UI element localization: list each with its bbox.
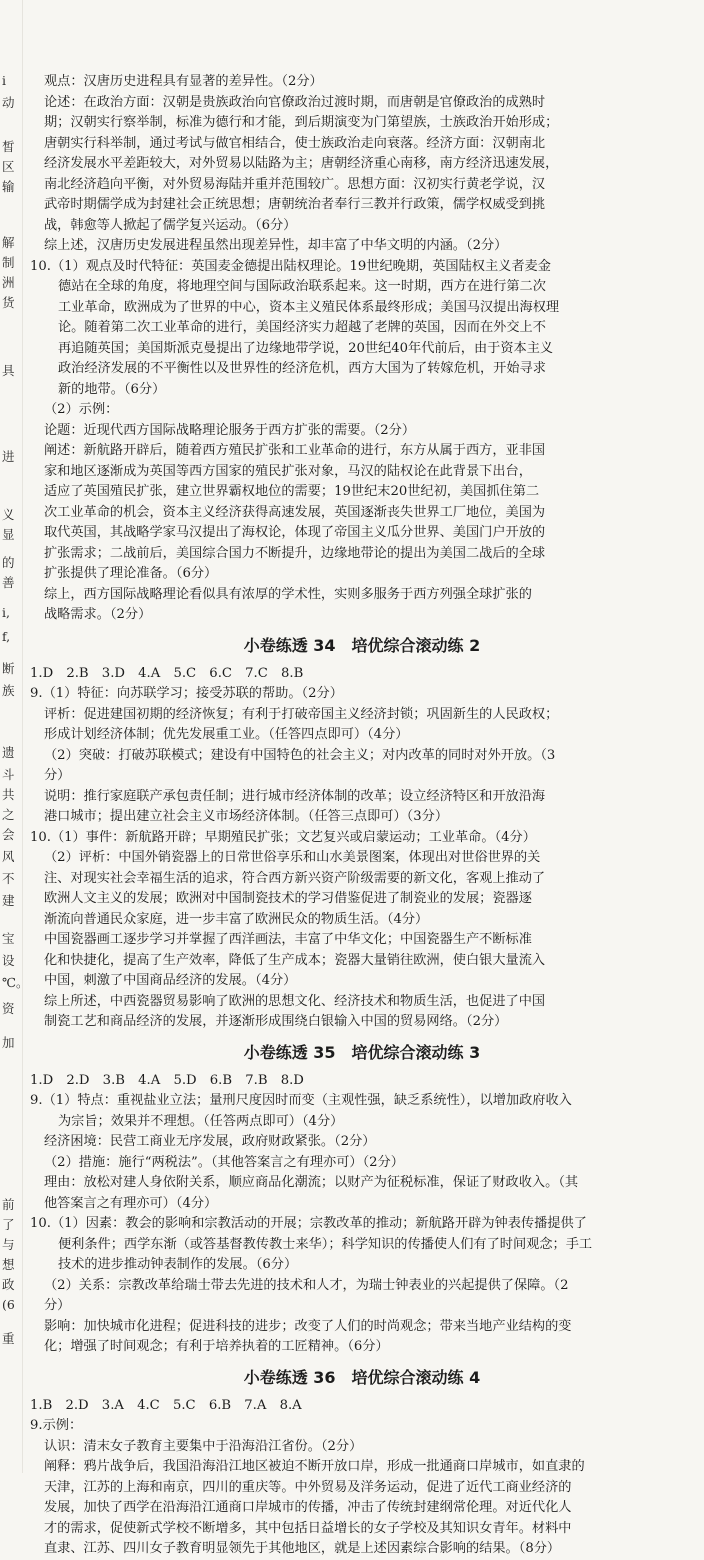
text-line: 唐朝实行科举制，通过考试与做官相结合，使士族政治走向衰落。经济方面：汉朝南北 [44, 135, 546, 151]
margin-fragment: 宝 [2, 931, 15, 946]
text-line: 战，韩愈等人掀起了儒学复兴运动。（6分） [44, 217, 297, 233]
text-line: （2）突破：打破苏联模式；建设有中国特色的社会主义；对内改革的同时对外开放。（3 [44, 747, 556, 763]
text-line: 才的需求，促使新式学校不断增多，其中包括日益增长的女子学校及其知识女青年。材料中 [44, 1520, 572, 1536]
margin-fragment: 重 [2, 1331, 15, 1346]
text-line: 1.B 2.D 3.A 4.C 5.C 6.B 7.A 8.A [30, 1397, 302, 1413]
text-line: 战略需求。（2分） [44, 607, 152, 622]
text-line: 天津，江苏的上海和南京，四川的重庆等。中外贸易及洋务运动，促进了近代工商业经济的 [44, 1479, 572, 1495]
margin-fragment: 与 [2, 1237, 15, 1252]
text-line: 论题：近现代西方国际战略理论服务于西方扩张的需要。（2分） [44, 422, 416, 438]
margin-fragment: 设 [2, 953, 15, 968]
text-line: （2）关系：宗教改革给瑞士带去先进的技术和人才，为瑞士钟表业的兴起提供了保障。（2 [44, 1277, 569, 1293]
margin-fragment: 遗 [2, 745, 15, 760]
text-line: 认识：清末女子教育主要集中于沿海沿江省份。（2分） [44, 1438, 363, 1454]
margin-fragment: 解 [2, 235, 15, 250]
text-line: 南北经济趋向平衡，对外贸易海陆并重并范围较广。思想方面：汉初实行黄老学说，汉 [44, 176, 546, 192]
margin-fragment: 资 [2, 1001, 15, 1016]
text-line: 10.（1）事件：新航路开辟；早期殖民扩张；文艺复兴或启蒙运动；工业革命。（4分） [30, 829, 536, 845]
margin-fragment: 建 [2, 893, 15, 908]
text-line: 论。随着第二次工业革命的进行，美国经济实力超越了老牌的英国，因而在外交上不 [58, 320, 546, 335]
text-line: 德站在全球的角度，将地理空间与国际政治联系起来。这一时期，西方在进行第二次 [58, 279, 546, 294]
text-line: 1.D 2.D 3.B 4.A 5.D 6.B 7.B 8.D [30, 1072, 304, 1088]
margin-fragment: 想 [2, 1257, 15, 1272]
text-line: 观点：汉唐历史进程具有显著的差异性。（2分） [44, 74, 323, 89]
margin-fragment: i [2, 73, 6, 88]
text-line: 中国瓷器画工逐步学习并掌握了西洋画法，丰富了中华文化；中国瓷器生产不断标准 [44, 932, 532, 947]
text-line: （2）评析：中国外销瓷器上的日常世俗享乐和山水美景图案，体现出对世俗世界的关 [44, 850, 541, 865]
text-line: 渐流向普通民众家庭，进一步丰富了欧洲民众的物质生活。（4分） [44, 911, 429, 927]
margin-fragment: 制 [2, 255, 15, 270]
text-line: 化和快捷化，提高了生产效率，降低了生产成本；瓷器大量销往欧洲，使白银大量流入 [44, 952, 546, 968]
text-line: 他答案言之有理亦可）（4分） [44, 1195, 218, 1211]
text-line: 10.（1）因素：教会的影响和宗教活动的开展；宗教改革的推动；新航路开辟为钟表传播提供了 [30, 1216, 587, 1231]
margin-fragment: (6 [2, 1297, 15, 1312]
margin-fragment: 共 [2, 787, 15, 802]
text-line: （2）措施：施行“两税法”。（其他答案言之有理亦可）（2分） [44, 1154, 404, 1170]
text-line: 1.D 2.B 3.D 4.A 5.C 6.C 7.C 8.B [30, 665, 304, 681]
text-line: 再追随英国；美国斯派克曼提出了边缘地带学说，20世纪40年代前后，由于资本主义 [58, 340, 554, 356]
margin-fragment: f, [2, 629, 11, 644]
text-line: 港口城市；提出建立社会主义市场经济体制。（任答三点即可）（3分） [44, 809, 448, 824]
text-line: 经济困境：民营工商业无序发展，政府财政紧张。（2分） [44, 1134, 376, 1149]
left-margin-fragments [0, 0, 29, 1473]
text-line: 论述：在政治方面：汉朝是贵族政治向官僚政治过渡时期，而唐朝是官僚政治的成熟时 [44, 94, 546, 110]
margin-fragment: 善 [2, 575, 15, 590]
margin-fragment: 前 [2, 1197, 15, 1212]
text-line: 为宗旨；效果并不理想。（任答两点即可）（4分） [58, 1113, 344, 1129]
text-line: 中国，刺激了中国商品经济的发展。（4分） [44, 973, 297, 988]
text-line: 注、对现实社会幸福生活的追求，符合西方新兴资产阶级需要的新文化，客观上推动了 [44, 870, 546, 886]
text-line: 化；增强了时间观念；有利于培养执着的工匠精神。（6分） [44, 1339, 389, 1354]
margin-fragment: 族 [2, 683, 15, 698]
text-line: 影响：加快城市化进程；促进科技的进步；改变了人们的时尚观念；带来当地产业结构的变 [44, 1318, 572, 1334]
text-line: 综上，西方国际战略理论看似具有浓厚的学术性，实则多服务于西方列强全球扩张的 [44, 586, 532, 602]
text-line: 经济发展水平差距较大，对外贸易以陆路为主；唐朝经济重心南移，南方经济迅速发展， [44, 156, 559, 171]
margin-fragment: 显 [2, 527, 15, 542]
text-line: 9.示例： [30, 1418, 83, 1433]
text-line: 便利条件；西学东渐（或答基督教传教士来华）；科学知识的传播使人们有了时间观念；手工 [58, 1236, 593, 1252]
margin-fragment: 动 [2, 95, 15, 110]
margin-fragment: 具 [2, 363, 15, 378]
text-line: 适应了英国殖民扩张，建立世界霸权地位的需要；19世纪末20世纪初，美国抓住第二 [44, 484, 540, 499]
answer-content [30, 72, 694, 1560]
margin-fragment: 进 [2, 449, 15, 464]
margin-fragment: 不 [2, 871, 15, 886]
text-line: 9.（1）特点：重视盐业立法；量刑尺度因时而变（主观性强，缺乏系统性），以增加政府收入 [30, 1093, 572, 1108]
section-heading: 小卷练透 36 培优综合滚动练 4 [243, 1367, 481, 1387]
margin-fragment: 之 [2, 807, 15, 822]
text-line: （2）示例： [44, 402, 119, 417]
text-line: 工业革命，欧洲成为了世界的中心，资本主义殖民体系最终形成；美国马汉提出海权理 [58, 299, 560, 315]
text-line: 综上述，汉唐历史发展进程虽然出现差异性，却丰富了中华文明的内涵。（2分） [44, 238, 508, 253]
text-line: 形成计划经济体制；优先发展重工业。（任答四点即可）（4分） [44, 727, 409, 742]
margin-fragment: 政 [2, 1277, 15, 1292]
text-line: 综上所述，中西瓷器贸易影响了欧洲的思想文化、经济技术和物质生活，也促进了中国 [44, 993, 546, 1009]
text-line: 技术的进步推动钟表制作的发展。（6分） [58, 1257, 298, 1272]
text-line: 欧洲人文主义的发展；欧洲对中国制瓷技术的学习借鉴促进了制瓷业的发展；瓷器逐 [44, 891, 532, 906]
margin-fragment: 区 [2, 159, 15, 174]
text-line: 发展，加快了西学在沿海沿江通商口岸城市的传播，冲击了传统封建纲常伦理。对近代化人 [44, 1500, 572, 1515]
margin-fragment: 加 [2, 1035, 15, 1050]
text-line: 取代英国，其战略学家马汉提出了海权论，体现了帝国主义瓜分世界、美国门户开放的 [44, 525, 546, 540]
text-line: 武帝时期儒学成为封建社会正统思想；唐朝统治者奉行三教并行政策，儒学权威受到挑 [44, 197, 546, 212]
text-line: 理由：放松对建人身依附关系，顺应商品化潮流；以财产为征税标准，保证了财政收入。（其 [44, 1175, 579, 1190]
text-line: 阐释：鸦片战争后，我国沿海沿江地区被迫不断开放口岸，形成一批通商口岸城市，如直隶的 [44, 1459, 585, 1474]
text-line: 新的地带。（6分） [58, 381, 166, 397]
margin-fragment: 断 [2, 661, 15, 676]
margin-fragment: 的 [2, 555, 15, 570]
section-heading: 小卷练透 34 培优综合滚动练 2 [243, 635, 481, 655]
margin-fragment: 洲 [2, 275, 15, 290]
text-line: 评析：促进建国初期的经济恢复；有利于打破帝国主义经济封锁；巩固新生的人民政权； [44, 706, 559, 722]
text-line: 分） [44, 1298, 71, 1313]
margin-fragment: 斗 [2, 767, 15, 782]
text-line: 家和地区逐渐成为英国等西方国家的殖民扩张对象，马汉的陆权论在此背景下出台， [44, 463, 532, 479]
margin-fragment: 皙 [2, 139, 15, 154]
margin-fragment: 会 [2, 827, 15, 842]
margin-fragment: 了 [2, 1217, 15, 1232]
text-line: 制瓷工艺和商品经济的发展，并逐渐形成围绕白银输入中国的贸易网络。（2分） [44, 1014, 508, 1029]
text-line: 扩张提供了理论准备。（6分） [44, 566, 218, 581]
text-line: 10.（1）观点及时代特征：英国麦金德提出陆权理论。19世纪晚期，英国陆权主义者麦金 [30, 258, 551, 274]
margin-fragment: 货 [2, 295, 15, 310]
margin-fragment: i, [2, 605, 10, 620]
text-line: 扩张需求；二战前后，美国综合国力不断提升，边缘地带论的提出为美国二战后的全球 [44, 545, 546, 561]
text-line: 直隶、江苏、四川女子教育明显领先于其他地区，就是上述因素综合影响的结果。（8分） [44, 1541, 561, 1556]
margin-fragment: 风 [2, 849, 15, 864]
text-line: 9.（1）特征：向苏联学习；接受苏联的帮助。（2分） [30, 686, 343, 701]
margin-fragment: 义 [2, 507, 15, 522]
text-line: 政治经济发展的不平衡性以及世界性的经济危机，西方大国为了转嫁危机，开始寻求 [58, 361, 546, 376]
text-line: 说明：推行家庭联产承包责任制；进行城市经济体制的改革；设立经济特区和开放沿海 [44, 788, 546, 804]
margin-fragment: ℃。 [2, 975, 29, 990]
section-heading: 小卷练透 35 培优综合滚动练 3 [243, 1042, 481, 1062]
margin-fragment: 输 [2, 179, 15, 194]
text-line: 期；汉朝实行察举制，标准为德行和才能，到后期演变为门第望族，士族政治开始形成； [44, 115, 559, 130]
text-line: 次工业革命的机会，资本主义经济获得高速发展，英国逐渐丧失世界工厂地位，美国为 [44, 504, 546, 520]
text-line: 分） [44, 768, 71, 783]
text-line: 阐述：新航路开辟后，随着西方殖民扩张和工业革命的进行，东方从属于西方，亚非国 [44, 443, 546, 458]
